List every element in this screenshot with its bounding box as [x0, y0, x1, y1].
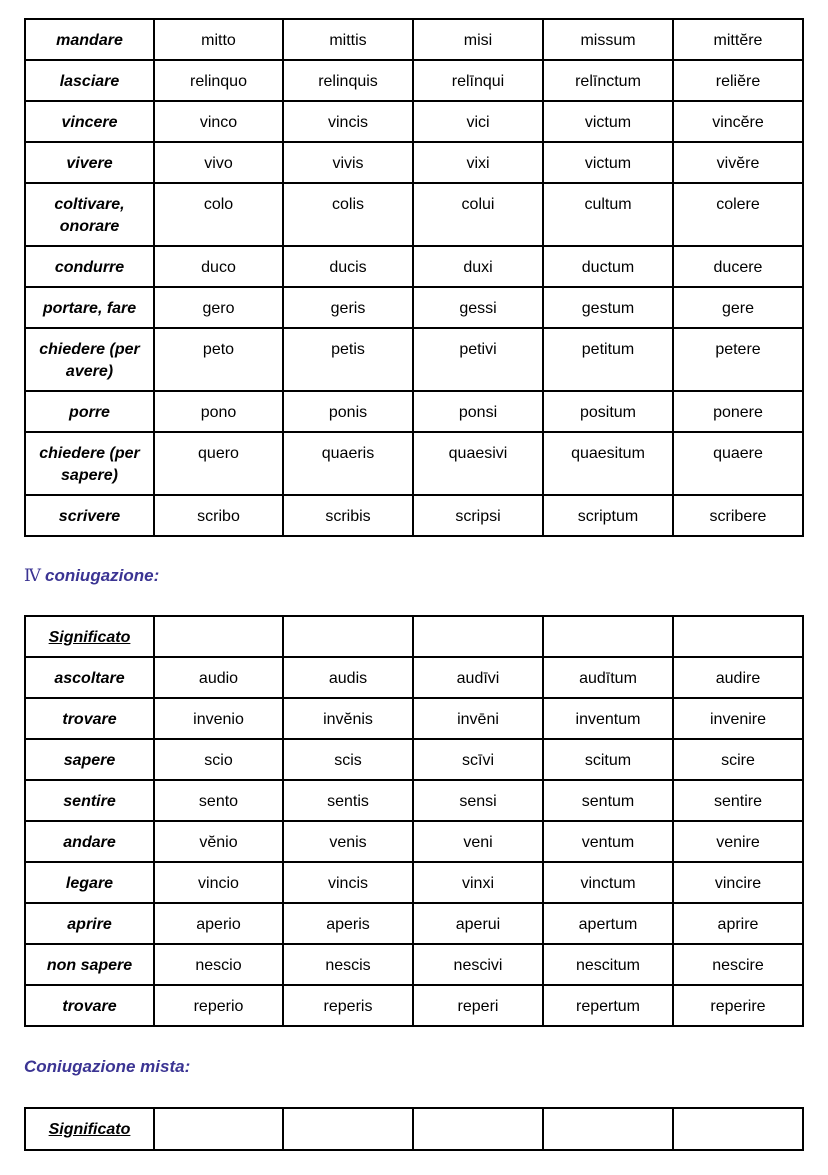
form-supine-cell: positum [543, 391, 673, 432]
roman-numeral: Ⅳ [24, 566, 41, 586]
form-present-1sg-cell: scribo [154, 495, 283, 536]
table-row [25, 739, 803, 780]
form-present-2sg-cell: ducis [283, 246, 413, 287]
meaning-cell: aprire [25, 903, 154, 944]
form-present-2sg-cell: aperis [283, 903, 413, 944]
form-present-1sg-cell: mitto [154, 19, 283, 60]
form-supine-cell: ductum [543, 246, 673, 287]
form-supine-cell: quaesitum [543, 432, 673, 495]
form-supine-cell: scriptum [543, 495, 673, 536]
meaning-cell: coltivare, onorare [25, 183, 154, 246]
meaning-cell: trovare [25, 985, 154, 1026]
form-present-2sg-cell: audis [283, 657, 413, 698]
table-row [25, 328, 803, 391]
form-present-2sg-cell: petis [283, 328, 413, 391]
form-present-1sg-cell: nescio [154, 944, 283, 985]
meaning-cell: sentire [25, 780, 154, 821]
form-perfect-cell: scīvi [413, 739, 543, 780]
fourth-conjugation-table [24, 615, 804, 1027]
meaning-cell: vincere [25, 101, 154, 142]
form-perfect-cell: reperi [413, 985, 543, 1026]
form-supine-cell: missum [543, 19, 673, 60]
form-present-2sg-cell: mittis [283, 19, 413, 60]
form-present-1sg-cell: relinquo [154, 60, 283, 101]
form-supine-cell: vinctum [543, 862, 673, 903]
form-perfect-cell: quaesivi [413, 432, 543, 495]
form-present-2sg-cell: ponis [283, 391, 413, 432]
form-supine-cell: nescitum [543, 944, 673, 985]
meaning-cell: trovare [25, 698, 154, 739]
form-supine-cell: scitum [543, 739, 673, 780]
meaning-cell: vivere [25, 142, 154, 183]
form-infinitive-cell: scribere [673, 495, 803, 536]
form-perfect-cell: gessi [413, 287, 543, 328]
table-row [25, 862, 803, 903]
table-row [25, 287, 803, 328]
fourth-conjugation-heading [24, 564, 159, 588]
meaning-cell: chiedere (per sapere) [25, 432, 154, 495]
header-empty-cell [283, 616, 413, 657]
header-empty-cell [413, 1108, 543, 1150]
form-present-2sg-cell: nescis [283, 944, 413, 985]
form-present-2sg-cell: quaeris [283, 432, 413, 495]
form-infinitive-cell: scire [673, 739, 803, 780]
form-present-1sg-cell: aperio [154, 903, 283, 944]
form-present-1sg-cell: scio [154, 739, 283, 780]
form-supine-cell: victum [543, 142, 673, 183]
form-present-2sg-cell: venis [283, 821, 413, 862]
form-perfect-cell: invēni [413, 698, 543, 739]
table-row [25, 985, 803, 1026]
table-row [25, 780, 803, 821]
third-conjugation-table [24, 18, 804, 537]
form-perfect-cell: ponsi [413, 391, 543, 432]
form-perfect-cell: vixi [413, 142, 543, 183]
form-present-1sg-cell: sento [154, 780, 283, 821]
table-row [25, 19, 803, 60]
meaning-cell: andare [25, 821, 154, 862]
form-perfect-cell: vinxi [413, 862, 543, 903]
form-supine-cell: audītum [543, 657, 673, 698]
heading-text: coniugazione: [44, 566, 160, 585]
form-supine-cell: sentum [543, 780, 673, 821]
table-header-row [25, 1108, 803, 1150]
form-present-2sg-cell: vincis [283, 862, 413, 903]
meaning-cell: mandare [25, 19, 154, 60]
form-supine-cell: inventum [543, 698, 673, 739]
form-supine-cell: ventum [543, 821, 673, 862]
form-infinitive-cell: colere [673, 183, 803, 246]
table-row [25, 657, 803, 698]
form-present-1sg-cell: vincio [154, 862, 283, 903]
form-perfect-cell: relīnqui [413, 60, 543, 101]
form-perfect-cell: scripsi [413, 495, 543, 536]
form-present-2sg-cell: scribis [283, 495, 413, 536]
heading-text: Coniugazione mista: [24, 1057, 191, 1076]
table-row [25, 391, 803, 432]
meaning-cell: chiedere (per avere) [25, 328, 154, 391]
table-header-row [25, 616, 803, 657]
table-row [25, 698, 803, 739]
form-perfect-cell: audīvi [413, 657, 543, 698]
form-present-2sg-cell: geris [283, 287, 413, 328]
form-present-1sg-cell: vĕnio [154, 821, 283, 862]
form-infinitive-cell: ponere [673, 391, 803, 432]
form-present-1sg-cell: invenio [154, 698, 283, 739]
meaning-cell: legare [25, 862, 154, 903]
form-infinitive-cell: invenire [673, 698, 803, 739]
form-present-1sg-cell: vivo [154, 142, 283, 183]
form-infinitive-cell: vivĕre [673, 142, 803, 183]
form-infinitive-cell: vincire [673, 862, 803, 903]
form-present-2sg-cell: sentis [283, 780, 413, 821]
header-significato: Significato [25, 1108, 154, 1150]
form-present-1sg-cell: reperio [154, 985, 283, 1026]
table-row [25, 944, 803, 985]
form-supine-cell: cultum [543, 183, 673, 246]
form-present-1sg-cell: quero [154, 432, 283, 495]
form-perfect-cell: vici [413, 101, 543, 142]
form-infinitive-cell: audire [673, 657, 803, 698]
header-empty-cell [543, 1108, 673, 1150]
form-infinitive-cell: quaere [673, 432, 803, 495]
form-present-2sg-cell: vivis [283, 142, 413, 183]
form-present-2sg-cell: invĕnis [283, 698, 413, 739]
mixed-conjugation-heading [24, 1055, 190, 1079]
header-empty-cell [673, 616, 803, 657]
table-row [25, 183, 803, 246]
form-infinitive-cell: ducere [673, 246, 803, 287]
form-present-2sg-cell: colis [283, 183, 413, 246]
header-empty-cell [413, 616, 543, 657]
form-present-1sg-cell: vinco [154, 101, 283, 142]
meaning-cell: ascoltare [25, 657, 154, 698]
form-perfect-cell: petivi [413, 328, 543, 391]
meaning-cell: portare, fare [25, 287, 154, 328]
form-supine-cell: gestum [543, 287, 673, 328]
header-empty-cell [154, 616, 283, 657]
form-present-2sg-cell: scis [283, 739, 413, 780]
form-infinitive-cell: gere [673, 287, 803, 328]
form-present-1sg-cell: audio [154, 657, 283, 698]
form-perfect-cell: veni [413, 821, 543, 862]
form-perfect-cell: nescivi [413, 944, 543, 985]
form-perfect-cell: aperui [413, 903, 543, 944]
form-perfect-cell: sensi [413, 780, 543, 821]
meaning-cell: lasciare [25, 60, 154, 101]
form-present-1sg-cell: pono [154, 391, 283, 432]
meaning-cell: condurre [25, 246, 154, 287]
form-present-1sg-cell: colo [154, 183, 283, 246]
form-infinitive-cell: nescire [673, 944, 803, 985]
form-infinitive-cell: petere [673, 328, 803, 391]
table-row [25, 142, 803, 183]
header-empty-cell [673, 1108, 803, 1150]
form-present-2sg-cell: reperis [283, 985, 413, 1026]
table-row [25, 903, 803, 944]
form-supine-cell: victum [543, 101, 673, 142]
header-significato: Significato [25, 616, 154, 657]
meaning-cell: non sapere [25, 944, 154, 985]
table-row [25, 821, 803, 862]
form-present-1sg-cell: duco [154, 246, 283, 287]
form-infinitive-cell: mittĕre [673, 19, 803, 60]
form-perfect-cell: duxi [413, 246, 543, 287]
table-row [25, 101, 803, 142]
form-infinitive-cell: sentire [673, 780, 803, 821]
form-present-2sg-cell: relinquis [283, 60, 413, 101]
header-empty-cell [154, 1108, 283, 1150]
table-row [25, 495, 803, 536]
meaning-cell: porre [25, 391, 154, 432]
form-present-1sg-cell: peto [154, 328, 283, 391]
form-infinitive-cell: reliĕre [673, 60, 803, 101]
header-empty-cell [283, 1108, 413, 1150]
table-row [25, 60, 803, 101]
form-present-1sg-cell: gero [154, 287, 283, 328]
form-supine-cell: apertum [543, 903, 673, 944]
mixed-conjugation-table [24, 1107, 804, 1151]
table-row [25, 432, 803, 495]
meaning-cell: sapere [25, 739, 154, 780]
header-empty-cell [543, 616, 673, 657]
form-supine-cell: petitum [543, 328, 673, 391]
form-infinitive-cell: vincĕre [673, 101, 803, 142]
table-row [25, 246, 803, 287]
meaning-cell: scrivere [25, 495, 154, 536]
form-perfect-cell: misi [413, 19, 543, 60]
form-infinitive-cell: aprire [673, 903, 803, 944]
form-present-2sg-cell: vincis [283, 101, 413, 142]
form-supine-cell: relīnctum [543, 60, 673, 101]
form-infinitive-cell: venire [673, 821, 803, 862]
form-perfect-cell: colui [413, 183, 543, 246]
form-supine-cell: repertum [543, 985, 673, 1026]
form-infinitive-cell: reperire [673, 985, 803, 1026]
